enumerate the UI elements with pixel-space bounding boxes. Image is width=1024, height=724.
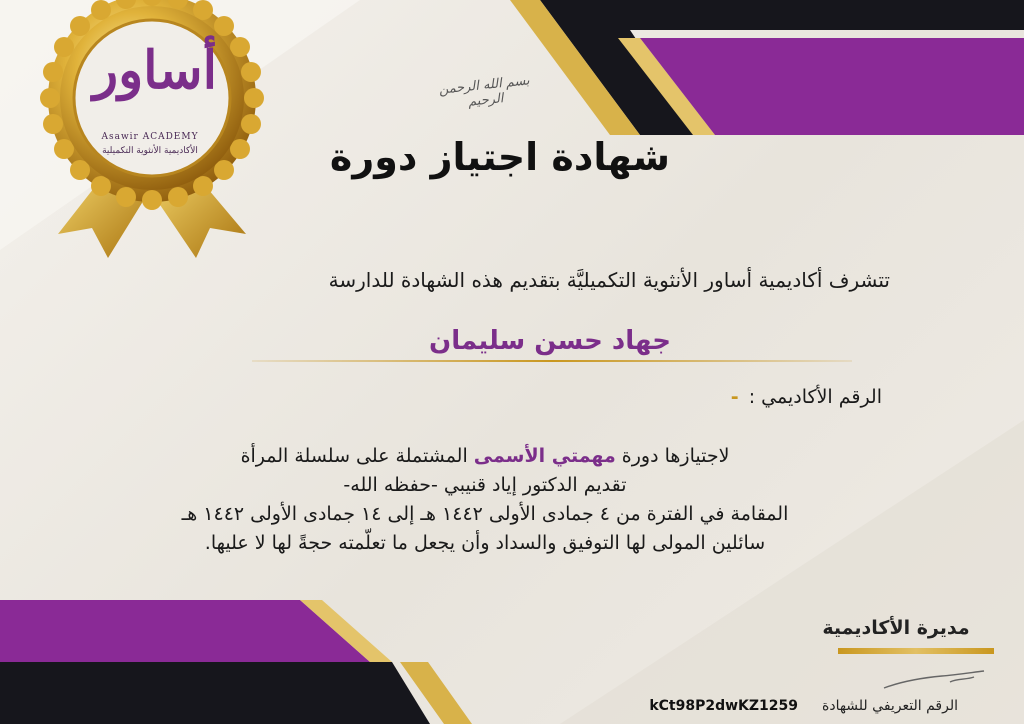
body-line-3: المقامة في الفترة من ٤ جمادى الأولى ١٤٤٢ هـ إلى ١٤ جمادى الأولى ١٤٤٢ هـ (181, 503, 789, 525)
body-line-1-post: المشتملة على سلسلة المرأة (240, 445, 468, 467)
course-name: مهمتي الأسمى (473, 445, 616, 467)
director-label: مديرة الأكاديمية (822, 617, 970, 639)
serial-value: kCt98P2dwKZ1259 (649, 698, 798, 714)
academic-number-label: الرقم الأكاديمي : (748, 386, 882, 408)
body-line-1 (120, 442, 850, 471)
academic-number-row (520, 386, 882, 408)
certificate-body (120, 442, 850, 558)
certificate-title: شهادة اجتياز دورة (329, 135, 671, 179)
name-underline (252, 360, 852, 362)
seal-arabic-text: الأكاديمية الأنثوية التكميلية (102, 146, 198, 156)
body-line-2: تقديم الدكتور إياد قنيبي -حفظه الله- (343, 474, 627, 496)
body-line-4: سائلين المولى لها التوفيق والسداد وأن يجعل ما تعلّمته حجةً لها لا عليها. (204, 532, 766, 554)
serial-label: الرقم التعريفي للشهادة (822, 698, 958, 714)
intro-text: تتشرف أكاديمية أساور الأنثوية التكميليَّة بتقديم هذه الشهادة للدارسة (328, 268, 890, 292)
academic-number-value: - (730, 386, 739, 408)
seal-logo-text: أساور (92, 40, 218, 101)
seal-english-text: Asawir ACADEMY (101, 132, 199, 142)
director-underline (838, 648, 994, 654)
body-line-1-pre: لاجتيازها دورة (621, 445, 730, 467)
signature-icon (880, 668, 990, 694)
basmala: بسم الله الرحمن الرحيم (438, 73, 531, 110)
student-name: جهاد حسن سليمان (429, 326, 671, 356)
